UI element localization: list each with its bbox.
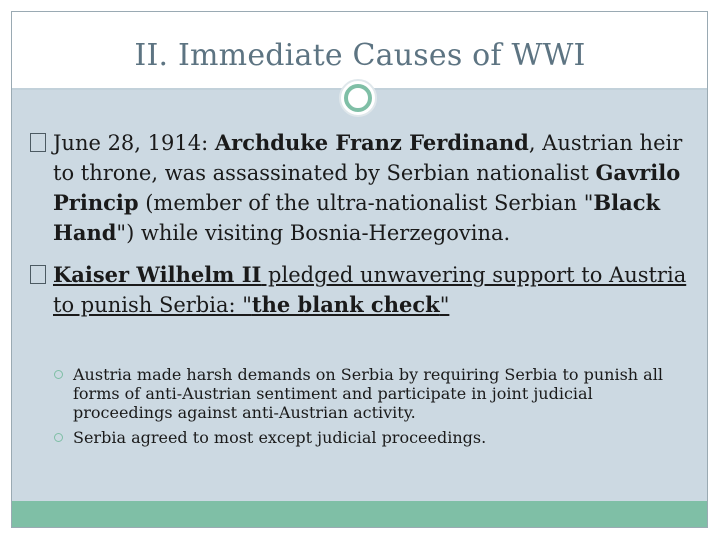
bullet-item xyxy=(30,260,700,320)
bullet-text: pledged unwavering support to Austria to punish Serbia: " xyxy=(53,263,687,317)
box-bullet-icon xyxy=(30,265,46,284)
bullet-list xyxy=(30,128,700,320)
bullet-text: , Austrian heir to throne, was assassinated by Serbian nationalist xyxy=(53,131,683,185)
sub-bullet-text: Serbia agreed to most except judicial proceedings. xyxy=(73,428,487,447)
bullet-bold-text: Kaiser Wilhelm II xyxy=(53,262,262,287)
circle-ornament-icon xyxy=(339,79,377,117)
bullet-text: ") while visiting Bosnia-Herzegovina. xyxy=(116,221,511,245)
box-bullet-icon xyxy=(30,133,46,152)
bullet-bold-text: Gavrilo Princip xyxy=(53,160,681,215)
bullet-item xyxy=(30,128,700,248)
sub-bullet-list xyxy=(51,365,691,453)
bullet-text: " xyxy=(439,293,450,317)
bullet-bold-text: Black Hand xyxy=(53,190,661,245)
bullet-bold-text: the blank check xyxy=(251,292,440,317)
bullet-text: June 28, 1914: xyxy=(53,131,215,155)
footer-bar xyxy=(12,501,707,527)
circle-bullet-icon xyxy=(54,370,63,379)
bullet-text: (member of the ultra-nationalist Serbian " xyxy=(138,191,594,215)
bullet-bold-text: Archduke Franz Ferdinand xyxy=(214,130,529,155)
slide-title: II. Immediate Causes of WWI xyxy=(134,38,586,73)
sub-bullet-text: Austria made harsh demands on Serbia by requiring Serbia to punish all forms of anti-Austrian sentiment and participate in joint judicial proceedings against anti-Austrian activity. xyxy=(73,365,663,422)
sub-bullet-item xyxy=(51,365,691,422)
circle-bullet-icon xyxy=(54,433,63,442)
sub-bullet-item xyxy=(51,428,691,447)
